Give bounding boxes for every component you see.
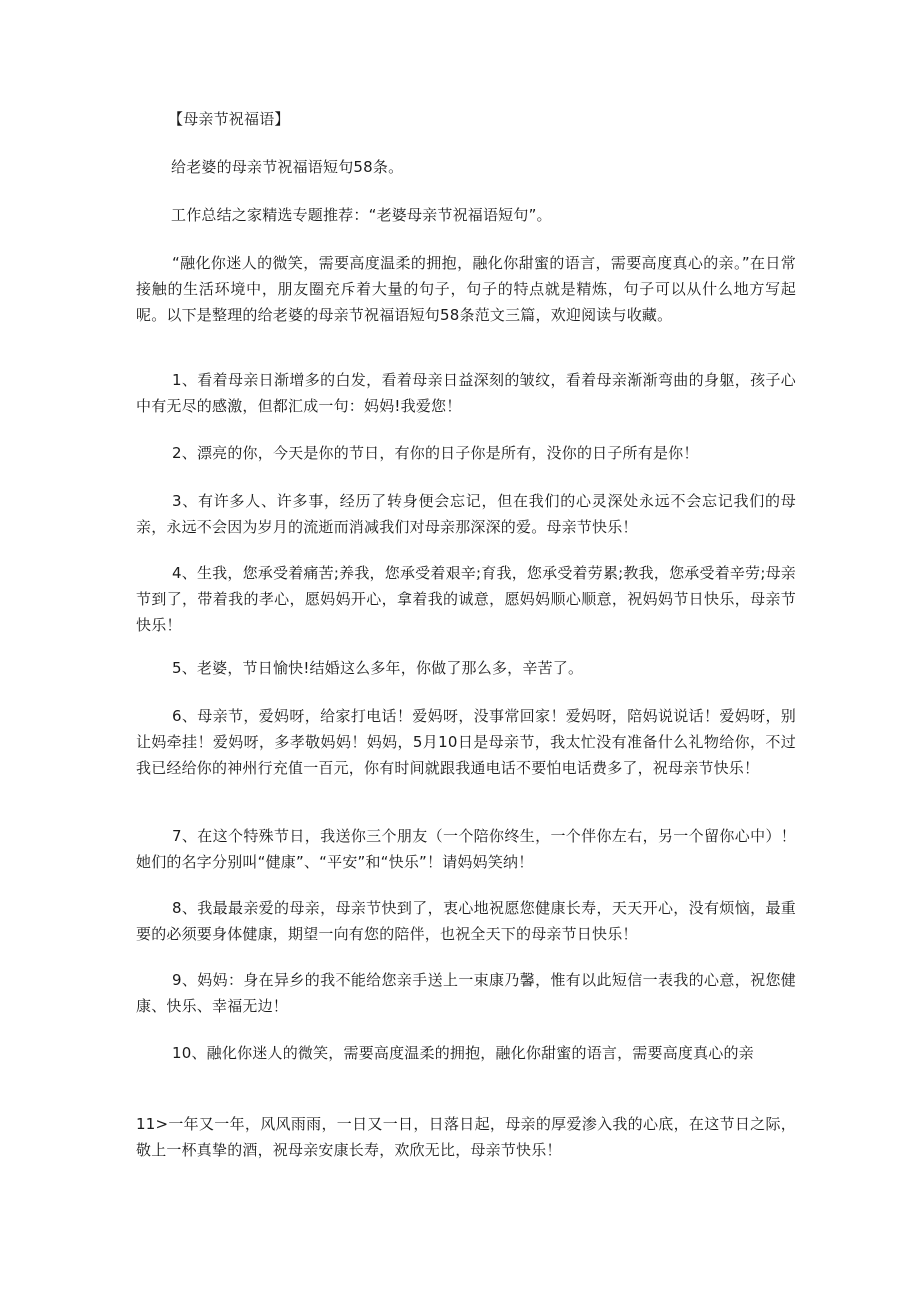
greeting-item-1: 1、看着母亲日渐增多的白发，看着母亲日益深刻的皱纹，看着母亲渐渐弯曲的身躯，孩子心中有无尽的感激，但都汇成一句：妈妈!我爱您！ [136,371,796,415]
greeting-item-8: 8、我最最亲爱的母亲，母亲节快到了，衷心地祝愿您健康长寿，天天开心，没有烦恼，最重要的必须要身体健康，期望一向有您的陪伴，也祝全天下的母亲节日快乐！ [136,899,796,943]
greeting-item-7: 7、在这个特殊节日，我送你三个朋友（一个陪你终生，一个伴你左右，另一个留你心中）！她们的名字分别叫“健康”、“平安”和“快乐”！请妈妈笑纳！ [136,827,796,871]
document-subtitle: 给老婆的母亲节祝福语短句58条。 [171,158,404,176]
recommendation-line: 工作总结之家精选专题推荐：“老婆母亲节祝福语短句”。 [171,206,552,224]
greeting-item-4: 4、生我，您承受着痛苦;养我，您承受着艰辛;育我，您承受着劳累;教我，您承受着辛劳;母亲节到了，带着我的孝心，愿妈妈开心，拿着我的诚意，愿妈妈顺心顺意，祝妈妈节日快乐，母亲节快乐！ [136,564,796,634]
greeting-item-10: 10、融化你迷人的微笑，需要高度温柔的拥抱，融化你甜蜜的语言，需要高度真心的亲 [172,1044,754,1062]
greeting-item-9: 9、妈妈：身在异乡的我不能给您亲手送上一束康乃馨，惟有以此短信一表我的心意，祝您健康、快乐、幸福无边！ [136,971,796,1015]
greeting-item-2: 2、漂亮的你，今天是你的节日，有你的日子你是所有，没你的日子所有是你！ [172,444,699,462]
greeting-item-11: 11>一年又一年，风风雨雨，一日又一日，日落日起，母亲的厚爱渗入我的心底，在这节日之际，敬上一杯真挚的酒，祝母亲安康长寿，欢欣无比，母亲节快乐！ [136,1115,796,1159]
document-title: 【母亲节祝福语】 [168,110,290,128]
intro-paragraph: “融化你迷人的微笑，需要高度温柔的拥抱，融化你甜蜜的语言，需要高度真心的亲。”在日常接触的生活环境中，朋友圈充斥着大量的句子，句子的特点就是精炼，句子可以从什么地方写起呢。以下是整理的给老婆的母亲节祝福语短句58条范文三篇，欢迎阅读与收藏。 [136,254,796,324]
greeting-item-3: 3、有许多人、许多事，经历了转身便会忘记，但在我们的心灵深处永远不会忘记我们的母亲，永远不会因为岁月的流逝而消减我们对母亲那深深的爱。母亲节快乐！ [136,492,796,536]
greeting-item-5: 5、老婆，节日愉快!结婚这么多年，你做了那么多，辛苦了。 [172,659,584,677]
greeting-item-6: 6、母亲节，爱妈呀，给家打电话！爱妈呀，没事常回家！爱妈呀，陪妈说说话！爱妈呀，别让妈牵挂！爱妈呀，多孝敬妈妈！妈妈，5月10日是母亲节，我太忙没有准备什么礼物给你，不过我已经给你的神州行充值一百元，你有时间就跟我通电话不要怕电话费多了，祝母亲节快乐！ [136,707,796,777]
